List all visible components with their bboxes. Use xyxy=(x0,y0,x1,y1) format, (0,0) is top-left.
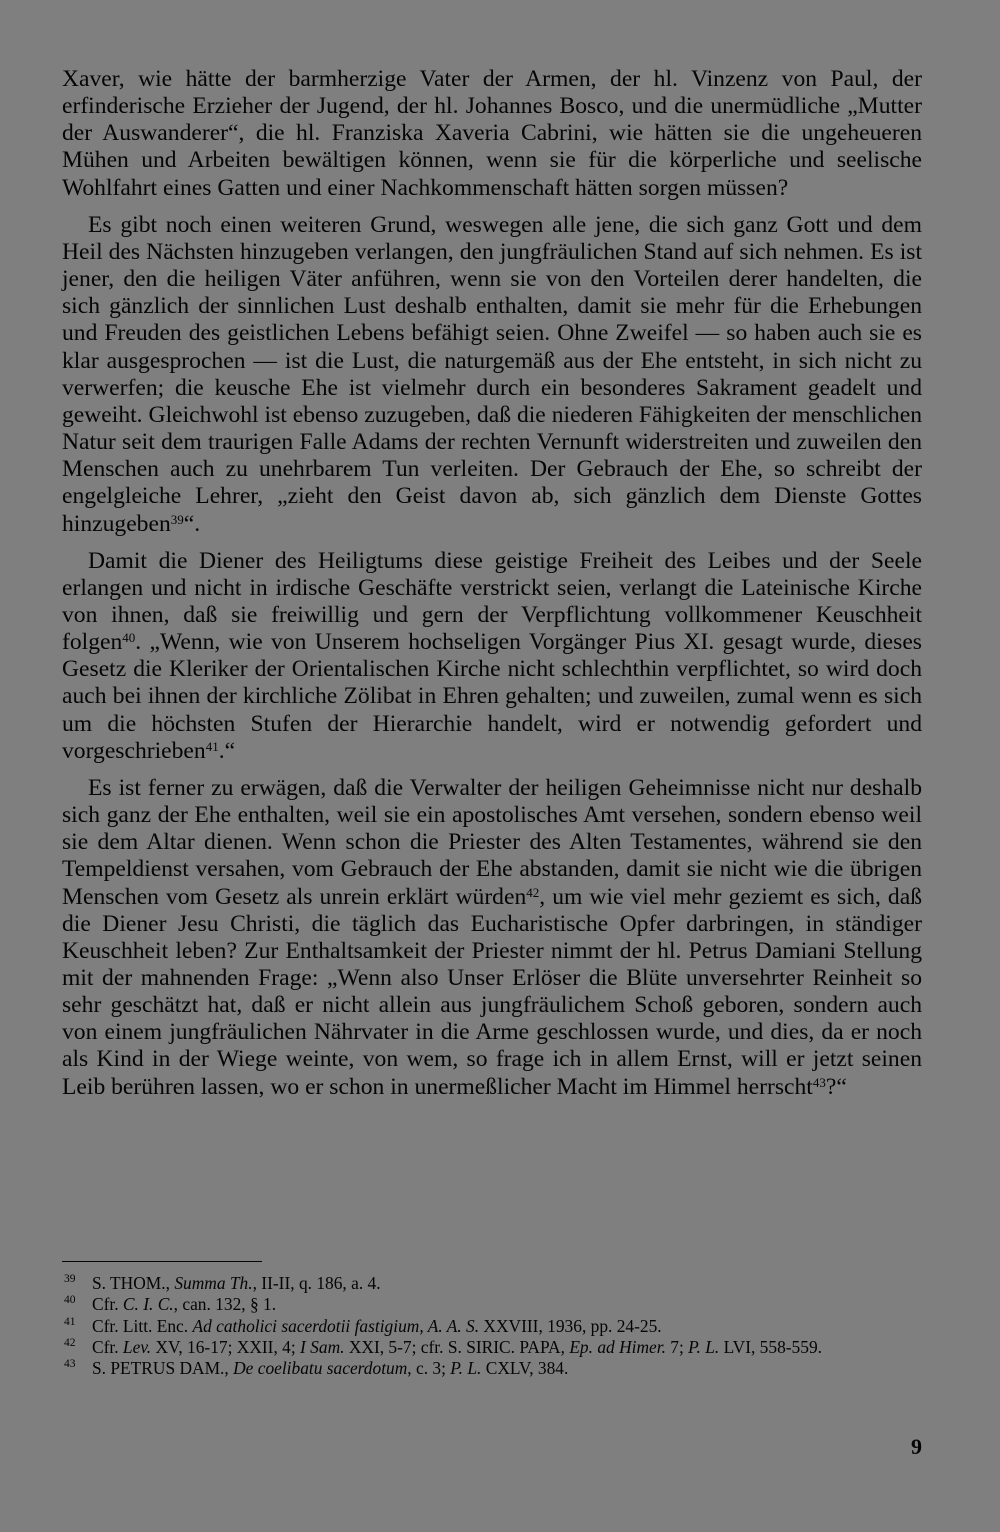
footnote-text: 7; xyxy=(665,1336,689,1357)
footnote-number: 41 xyxy=(64,1315,76,1328)
footnote-italic: I Sam. xyxy=(300,1336,345,1357)
paragraph-text: Es gibt noch einen weiteren Grund, weswegen alle jene, die sich ganz Gott und dem Heil des Nächsten hinzugeben verlangen, den jungfräulichen Stand auf sich nehmen. Es ist jener, den die heiligen Väter anführen, wenn sie von den Vorteilen derer handelten, die sich gänzlich der sinnlichen Lust deshalb enthalten, damit sie mehr für die Erhebungen und Freuden des geistlichen Lebens befähigt seien. Ohne Zweifel — so haben auch sie es klar ausgesprochen — ist die Lust, die naturgemäß aus der Ehe entsteht, in sich nicht zu verwerfen; die keusche Ehe ist vielmehr durch ein besonderes Sakrament geadelt und geweiht. Gleichwohl ist ebenso zuzugeben, daß die niederen Fähigkeiten der menschlichen Natur seit dem traurigen Falle Adams der rechten Vernunft widerstreiten und zuweilen den Menschen auch zu unehrbarem Tun verleiten. Der Gebrauch der Ehe, so schreibt der engelgleiche Lehrer, „zieht den Geist davon ab, sich gänzlich dem Dienste Gottes hinzugeben xyxy=(62,211,922,537)
footnote-italic: Ep. ad Himer. xyxy=(569,1336,666,1357)
footnote xyxy=(62,1273,922,1294)
paragraph-text: “. xyxy=(183,510,201,537)
footnote-text: XXVIII, 1936, pp. 24-25. xyxy=(479,1315,662,1336)
footnote-text: CXLV, 384. xyxy=(481,1358,569,1379)
paragraph-text: .“ xyxy=(218,737,236,764)
footnote xyxy=(62,1337,922,1358)
footnote-italic: C. I. C. xyxy=(122,1294,174,1315)
footnote xyxy=(62,1316,922,1337)
paragraph-text: Xaver, wie hätte der barmherzige Vater der Armen, der hl. Vinzenz von Paul, der erfinderische Erzieher der Jugend, der hl. Johannes Bosco, und die unermüdliche „Mutter der Auswanderer“, die hl. Franziska Xaveria Cabrini, wie hätten sie die ungeheueren Mühen und Arbeiten bewältigen können, wenn sie für die körperliche und seelische Wohlfahrt eines Gatten und einer Nachkommenschaft hätten sorgen müssen? xyxy=(62,66,922,201)
footnote-italic: Summa Th. xyxy=(174,1273,253,1293)
footnote-number: 43 xyxy=(64,1358,76,1371)
footnote-text: Cfr. xyxy=(92,1294,123,1315)
footnote-italic: Ad catholici sacerdotii fastigium, A. A. S. xyxy=(192,1315,480,1336)
paragraph-text: Damit die Diener des Heiligtums diese geistige Freiheit des Leibes und der Seele erlangen und nicht in irdische Geschäfte verstrickt seien, verlangt die Lateinische Kirche von ihnen, daß sie freiwillig und gern der Verpflichtung vollkommener Keuschheit folgen xyxy=(62,547,922,656)
footnote-text: Cfr. xyxy=(92,1336,123,1357)
paragraph xyxy=(62,66,922,202)
body-text xyxy=(62,66,922,1101)
footnote xyxy=(62,1294,922,1315)
footnote-text: XXI, 5-7; cfr. S. SIRIC. PAPA, xyxy=(344,1336,570,1357)
paragraph xyxy=(62,548,922,765)
footnote-italic: P. L. xyxy=(450,1358,482,1379)
paragraph xyxy=(62,775,922,1101)
footnote-text: , can. 132, § 1. xyxy=(173,1294,277,1315)
footnote-italic: Lev. xyxy=(122,1336,152,1357)
footnote-text: , c. 3; xyxy=(407,1358,451,1379)
footnote-text: S. PETRUS DAM., xyxy=(92,1358,234,1379)
footnote-number: 40 xyxy=(64,1294,76,1307)
footnote-number: 39 xyxy=(64,1273,76,1285)
footnote-ref: 43 xyxy=(812,1074,826,1090)
footnote-text: XV, 16-17; XXII, 4; xyxy=(151,1336,301,1357)
footnote-text: S. THOM., xyxy=(92,1273,175,1293)
footnote-text: Cfr. Litt. Enc. xyxy=(92,1315,193,1336)
footnote-text: , II-II, q. 186, a. 4. xyxy=(252,1273,381,1293)
footnote-ref: 39 xyxy=(170,511,184,527)
paragraph-text: , um wie viel mehr geziemt es sich, daß die Diener Jesu Christi, die täglich das Eucharistische Opfer darbringen, in ständiger Keuschheit leben? Zur Enthaltsamkeit der Priester nimmt der hl. Petrus Damiani Stellung mit der mahnenden Frage: „Wenn also Unser Erlöser die Blüte unversehrter Reinheit so sehr geschätzt hat, daß er nicht allein aus jungfräulichem Schoß geboren, sondern auch von einem jungfräulichen Nährvater in die Arme geschlossen wurde, und dies, da er noch als Kind in der Wiege weinte, von wem, so frage ich in allem Ernst, will er jetzt seinen Leib berühren lassen, wo er schon in unermeßlicher Macht im Himmel herrscht xyxy=(62,883,922,1100)
paragraph-text: Es ist ferner zu erwägen, daß die Verwalter der heiligen Geheimnisse nicht nur deshalb sich ganz der Ehe enthalten, weil sie ein apostolisches Amt versehen, sondern ebenso weil sie dem Altar dienen. Wenn schon die Priester des Alten Testamentes, während sie den Tempeldienst versahen, vom Gebrauch der Ehe abstanden, damit sie nicht wie die übrigen Menschen vom Gesetz als unrein erklärt würden xyxy=(62,774,922,910)
paragraph xyxy=(62,212,922,538)
footnote-ref: 41 xyxy=(205,738,219,754)
footnote-italic: De coelibatu sacerdotum xyxy=(233,1358,408,1379)
footnote xyxy=(62,1358,922,1379)
footnote-text: LVI, 558-559. xyxy=(719,1336,822,1357)
footnote-divider xyxy=(62,1261,262,1262)
footnote-number: 42 xyxy=(64,1336,76,1349)
footnote-ref: 42 xyxy=(526,884,540,900)
paragraph-text: ?“ xyxy=(825,1073,847,1100)
footnotes xyxy=(62,1273,922,1379)
footnote-ref: 40 xyxy=(122,630,136,646)
footnote-italic: P. L. xyxy=(688,1336,720,1357)
paragraph-text: . „Wenn, wie von Unserem hochseligen Vorgänger Pius XI. gesagt wurde, dieses Gesetz die Kleriker der Orientalischen Kirche nicht schlechthin verpflichtet, so wird doch auch bei ihnen der kirchliche Zölibat in Ehren gehalten; und zuweilen, zumal wenn es sich um die höchsten Stufen der Hierarchie handelt, wird er notwendig gefordert und vorgeschrieben xyxy=(62,629,922,764)
page-number: 9 xyxy=(911,1434,922,1459)
